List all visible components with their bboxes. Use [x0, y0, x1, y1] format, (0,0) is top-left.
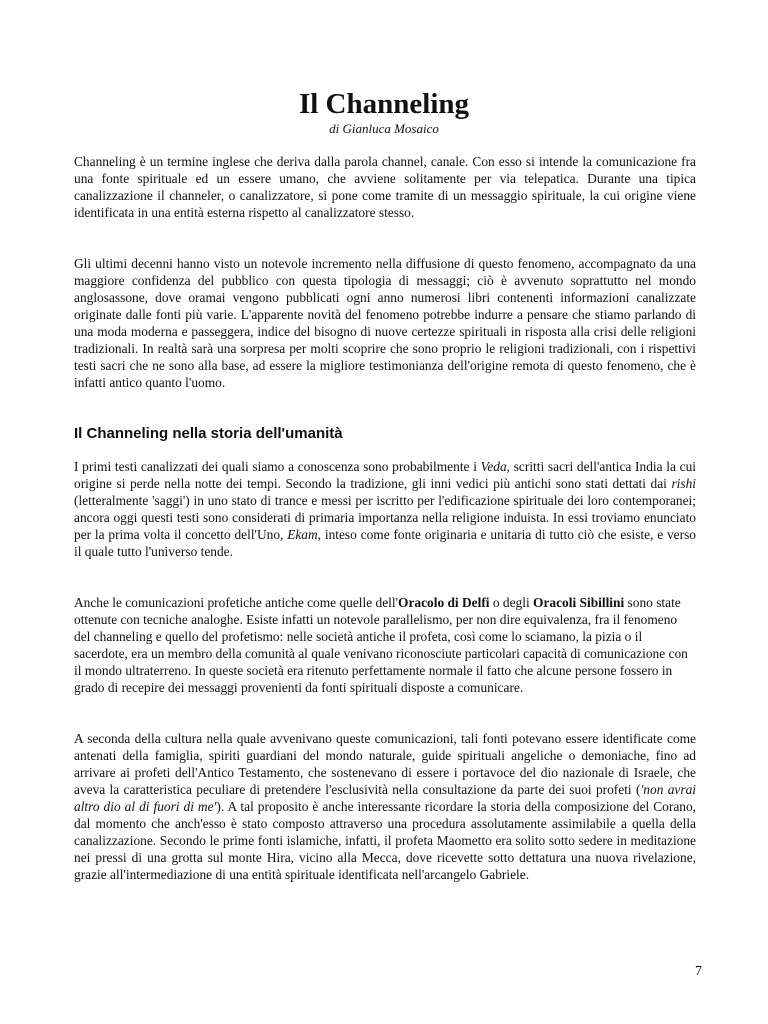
paragraph-diffusion — [74, 255, 696, 391]
bold-term-sibillini: Oracoli Sibillini — [533, 595, 625, 610]
text-run: , inteso come fonte originaria e unitaria di tutto ciò che esiste, e verso il quale tutto l'universo tende. — [74, 527, 696, 559]
page-number: 7 — [695, 964, 702, 979]
text-run: (letteralmente 'saggi') in uno stato di trance e messi per iscritto per l'edificazione spirituale dei loro contemporanei; ancora oggi questi testi sono considerati di primaria importanza nella religione induista. In essi troviamo enunciato per la prima volta il concetto dell'Uno, — [74, 493, 696, 542]
italic-term-rishi: rishi — [671, 476, 696, 491]
author-byline: di Gianluca Mosaico — [329, 121, 439, 136]
italic-quote: 'non avrai altro dio al di fuori di me' — [74, 782, 696, 814]
text-run: o degli — [489, 595, 534, 610]
paragraph-text — [74, 594, 696, 696]
text-run: , scritti sacri dell'antica India la cui origine si perde nella notte dei tempi. Secondo la tradizione, gli inni vedici più antichi sono stati dettati dai — [74, 459, 697, 491]
bold-term-delfi: Oracolo di Delfi — [398, 595, 490, 610]
text-run: Anche le comunicazioni profetiche antiche come quelle dell' — [74, 595, 399, 610]
paragraph-oracles — [74, 594, 696, 696]
text-run: ). A tal proposito è anche interessante ricordare la storia della composizione del Corano, dal momento che anch'esso è stato composto attraverso una procedura assolutamente assimilabile a quella della canalizzazione. Secondo le prime fonti islamiche, infatti, il profeta Maometto era solito sotto sedere in meditazione nei pressi di una grotta sul monte Hira, vicino alla Mecca, dove ricevette sotto dettatura una nuova rivelazione, grazie all'intermediazione di una entità spirituale identificata nell'arcangelo Gabriele. — [74, 799, 696, 882]
paragraph-text: Channeling è un termine inglese che deriva dalla parola channel, canale. Con esso si intende la comunicazione fra una fonte spirituale ed un essere umano, che avviene solitamente per via telepatica. Durante una tipica canalizzazione il channeler, o canalizzatore, si pone come tramite di un messaggio spirituale, la cui origine viene identificata in una entità esterna rispetto al canalizzatore stesso. — [74, 154, 696, 220]
page-title: Il Channeling — [298, 88, 470, 120]
paragraph-text — [74, 730, 696, 883]
paragraph-cultures — [74, 730, 696, 883]
italic-term-ekam: Ekam — [287, 527, 318, 542]
text-run: I primi testi canalizzati dei quali siamo a conoscenza sono probabilmente i — [74, 459, 481, 474]
section-heading: Il Channeling nella storia dell'umanità — [74, 425, 343, 442]
text-run: A seconda della cultura nella quale avvenivano queste comunicazioni, tali fonti potevano essere identificate come antenati della famiglia, spiriti guardiani del mondo naturale, guide spirituali angeliche o demoniache, fino ad arrivare ai profeti dell'Antico Testamento, che sostenevano di essere i portavoce del dio nazionale di Israele, che aveva la caratteristica peculiare di pretendere l'esclusività nella consultazione da parte dei suoi profeti ( — [74, 731, 696, 797]
paragraph-text: Gli ultimi decenni hanno visto un notevole incremento nella diffusione di questo fenomeno, accompagnato da una maggiore confidenza del pubblico con questa tipologia di messaggi; ciò è avvenuto soprattutto nel mondo anglosassone, dove oramai vengono pubblicati ogni anno numerosi libri contenenti informazioni canalizzate originate dalle fonti più varie. L'apparente novità del fenomeno potrebbe indurre a pensare che stiamo parlando di una moda moderna e passeggera, indice del bisogno di nuove certezze spirituali in risposta alla crisi delle religioni tradizionali. In realtà sarà una sorpresa per molti scoprire che sono proprio le religioni tradizionali, con i rispettivi testi sacri che ne sono alla base, ad essere la migliore testimonianza dell'origine remota di questo fenomeno, che è infatti antico quanto l'uomo. — [74, 256, 696, 390]
paragraph-veda — [74, 458, 696, 560]
italic-term-veda: Veda — [480, 459, 507, 474]
text-run: sono state ottenute con tecniche analoghe. Esiste infatti un notevole parallelismo, per non dire equivalenza, fra il fenomeno del channeling e quello del profetismo: nelle società antiche il profeta, così come lo sciamano, la pizia o il sacerdote, era un membro della comunità al quale venivano riconosciute particolari capacità di comunicazione con il mondo ultraterreno. In queste società era ritenuto perfettamente normale il fatto che alcune persone fossero in grado di recepire dei messaggi provenienti da fonti spirituali disposte a comunicare. — [74, 595, 688, 695]
paragraph-text — [74, 458, 696, 560]
paragraph-intro — [74, 153, 696, 221]
